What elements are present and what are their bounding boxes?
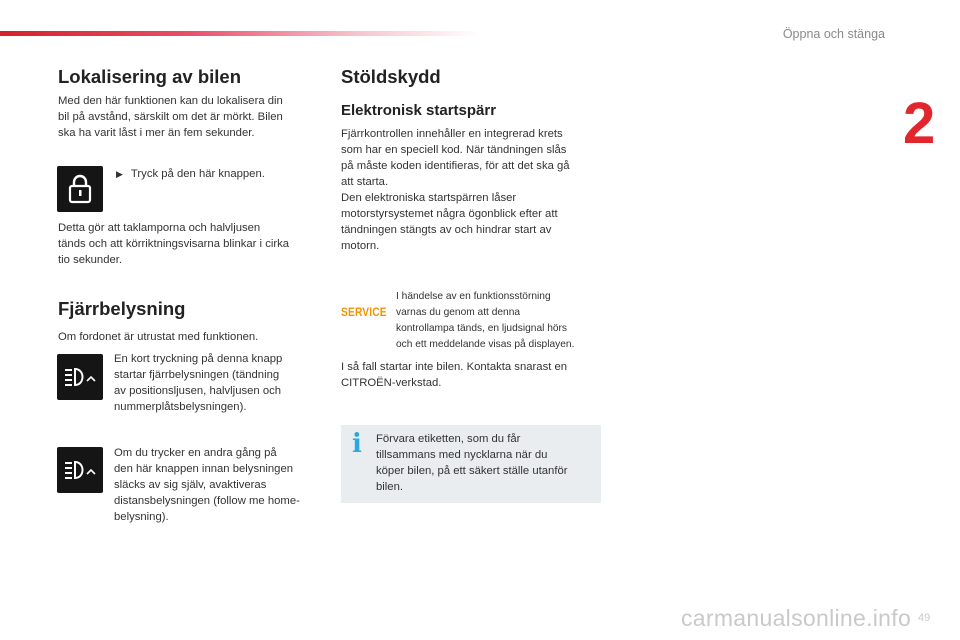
- service-warning-icon: SERVICE: [341, 305, 387, 319]
- info-icon: i: [352, 429, 362, 459]
- locate-bullet: ▶ Tryck på den här knappen.: [116, 168, 265, 180]
- subtitle-immobiliser: Elektronisk startspärr: [341, 102, 497, 119]
- service-warning-text: I händelse av en funktionsstörning varnas du genom att denna kontrollampa tänds, en ljudsignal hörs och ett meddelande visas på displayen.: [396, 291, 575, 350]
- chapter-number: 2: [903, 91, 936, 156]
- lighting-button-icon-1: [57, 354, 103, 400]
- remote-lighting-step1: En kort tryckning på denna knapp startar fjärrbelysningen (tändning av positionsljusen, halvljusen och nummerplåtsbelysningen).: [114, 353, 283, 413]
- lighting-button-icon-2: [57, 447, 103, 493]
- info-text: Förvara etiketten, som du får tillsammans med nycklarna när du köper bilen, på ett säkert ställe utanför bilen.: [376, 433, 568, 493]
- section-title-theft-protection: Stöldskydd: [341, 66, 441, 87]
- remote-lighting-step2: Om du trycker en andra gång på den här knappen innan belysningen släcks av sig själv, avaktiveras distansbelysningen (follow me home- belysning).: [114, 447, 300, 523]
- section-title-locate: Lokalisering av bilen: [58, 66, 242, 87]
- header-red-bar: [0, 31, 480, 36]
- remote-lighting-intro: Om fordonet är utrustat med funktionen.: [58, 331, 259, 343]
- watermark: carmanualsonline.info: [681, 605, 912, 631]
- locate-result: Detta gör att taklamporna och halvljusen tänds och att körriktningsvisarna blinkar i cirka tio sekunder.: [58, 222, 290, 266]
- immobiliser-body: Fjärrkontrollen innehåller en integrerad krets som har en speciell kod. När tändningen slås på måste koden identifieras, för att det ska gå att starta. Den elektroniska startspärren låser motorstyrsystemet några ögonblick efter att tändningen stängts av och hindrar start av motorn.: [341, 128, 570, 252]
- headlight-icon: [63, 458, 97, 482]
- immobiliser-after: I så fall startar inte bilen. Kontakta snarast en CITROËN-verkstad.: [341, 361, 568, 389]
- lock-button-icon: [57, 166, 103, 212]
- locate-intro: Med den här funktionen kan du lokalisera din bil på avstånd, särskilt om det är mörkt. Bilen ska ha varit låst i mer än fem sekunder.: [58, 95, 283, 139]
- padlock-icon: [67, 174, 93, 204]
- bullet-arrow-icon: ▶: [116, 169, 123, 179]
- headlight-icon: [63, 365, 97, 389]
- section-title-remote-lighting: Fjärrbelysning: [58, 298, 186, 319]
- page-number: 49: [918, 612, 931, 624]
- chapter-title: Öppna och stänga: [782, 27, 885, 41]
